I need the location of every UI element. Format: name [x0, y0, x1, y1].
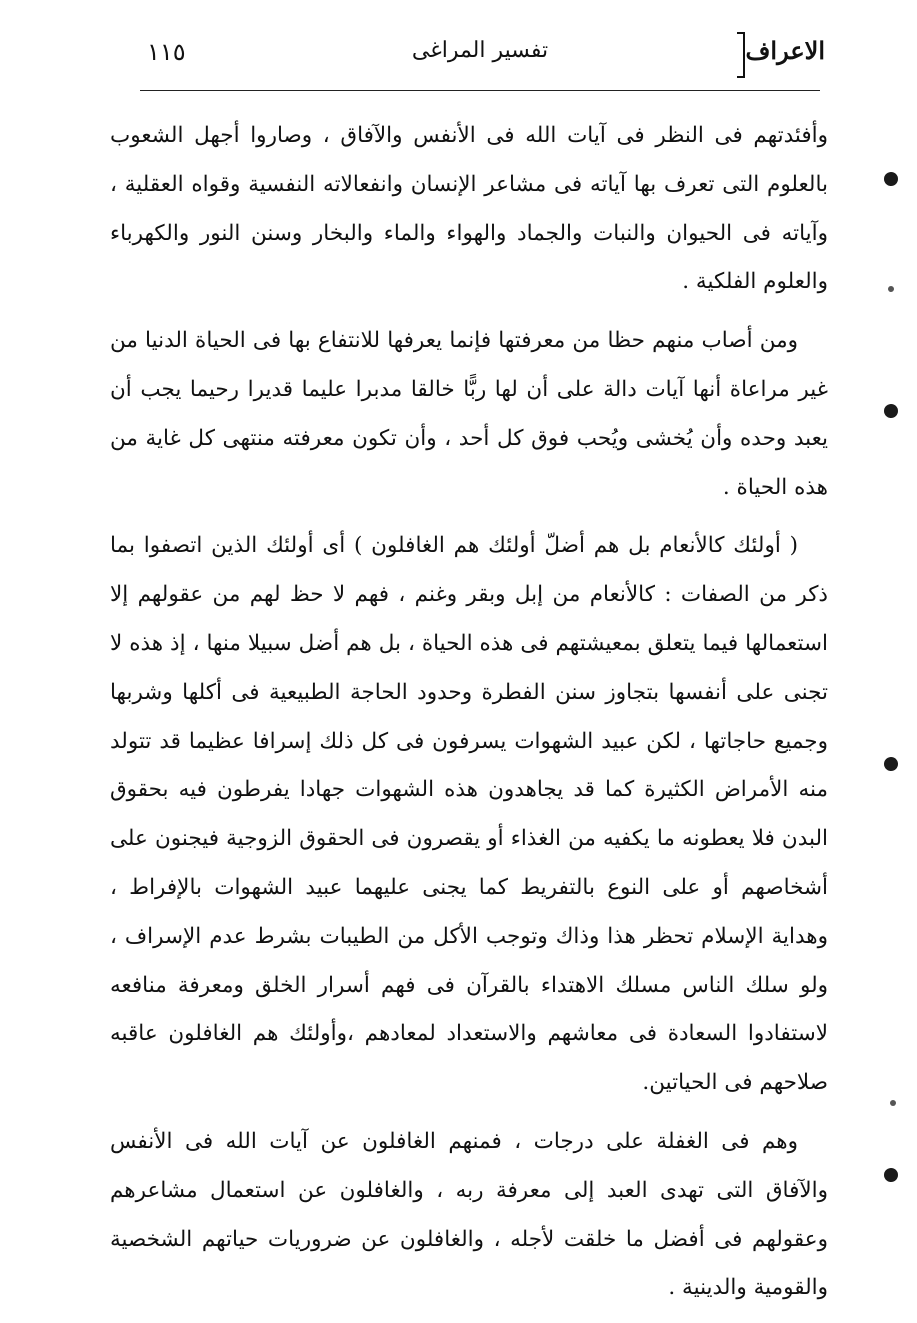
surah-name: الاعراف [745, 36, 825, 65]
page-header [135, 30, 825, 88]
book-title: تفسير المراغى [411, 38, 549, 63]
paragraph-4: وهم فى الغفلة على درجات ، فمنهم الغافلون عن آيات الله فى الأنفس والآفاق التى تهدى العبد إلى معرفة ربه ، والغافلون عن استعمال مشاعرهم وعقولهم فى أفضل ما خلقت لأجله ، والغافلون عن ضروريات حياتهم الشخصية والقومية والدينية . [110, 1128, 828, 1301]
page-body [110, 112, 828, 1323]
paragraph-2: ومن أصاب منهم حظا من معرفتها فإنما يعرفها للانتفاع بها فى الحياة الدنيا من غير مراعاة أنها آيات دالة على أن لها ربًّا خالقا مدبرا عليما قديرا رحيما يجب أن يعبد وحده وأن يُخشى ويُحب فوق كل أحد ، وأن تكون معرفته منتهى كل غاية من هذه الحياة . [110, 328, 828, 500]
scan-speck [884, 757, 898, 771]
scan-speck [884, 1168, 898, 1182]
scan-speck [884, 404, 898, 418]
paragraph-3: ( أولئك كالأنعام بل هم أضلّ أولئك هم الغافلون ) أى أولئك الذين اتصفوا بما ذكر من الصفات : كالأنعام من إبل وبقر وغنم ، فهم لا حظ لهم من عقولهم إلا استعمالها فيما يتعلق بمعيشتهم فى هذه الحياة ، بل هم أضل سبيلا منها ، إذ هذه لا تجنى على أنفسها بتجاوز سنن الفطرة وحدود الحاجة الطبيعية فى أكلها وشربها وجميع حاجاتها ، لكن عبيد الشهوات يسرفون فى كل ذلك إسرافا عظيما قد تتولد منه الأمراض الكثيرة كما قد يجاهدون هذه الشهوات جهادا يفرطون فيه بحقوق البدن فلا يعطونه ما يكفيه من الغذاء أو يقصرون فى الحقوق الزوجية فيجنون على أشخاصهم أو على النوع بالتفريط كما يجنى عليهما عبيد الشهوات بالإفراط ، وهداية الإسلام تحظر هذا وذاك وتوجب الأكل من الطيبات بشرط عدم الإسراف ، ولو سلك الناس مسلك الاهتداء بالقرآن فى فهم أسرار الخلق ومعرفة منافعه لاستفادوا السعادة فى معاشهم والاستعداد لمعادهم ،وأولئك هم الغافلون عاقبه صلاحهم فى الحياتين. [110, 533, 828, 1096]
header-rule [140, 90, 820, 91]
scan-speck [888, 286, 894, 292]
scan-speck [884, 172, 898, 186]
scan-speck [890, 1100, 896, 1106]
paragraph-1: وأفئدتهم فى النظر فى آيات الله فى الأنفس والآفاق ، وصاروا أجهل الشعوب بالعلوم التى تعرف بها آياته فى مشاعر الإنسان وانفعالاته النفسية وقواه العقلية ، وآياته فى الحيوان والنبات والجماد والهواء والماء والبخار وسنن النور والكهرباء والعلوم الفلكية . [110, 123, 828, 295]
page-number: ١١٥ [147, 38, 186, 66]
